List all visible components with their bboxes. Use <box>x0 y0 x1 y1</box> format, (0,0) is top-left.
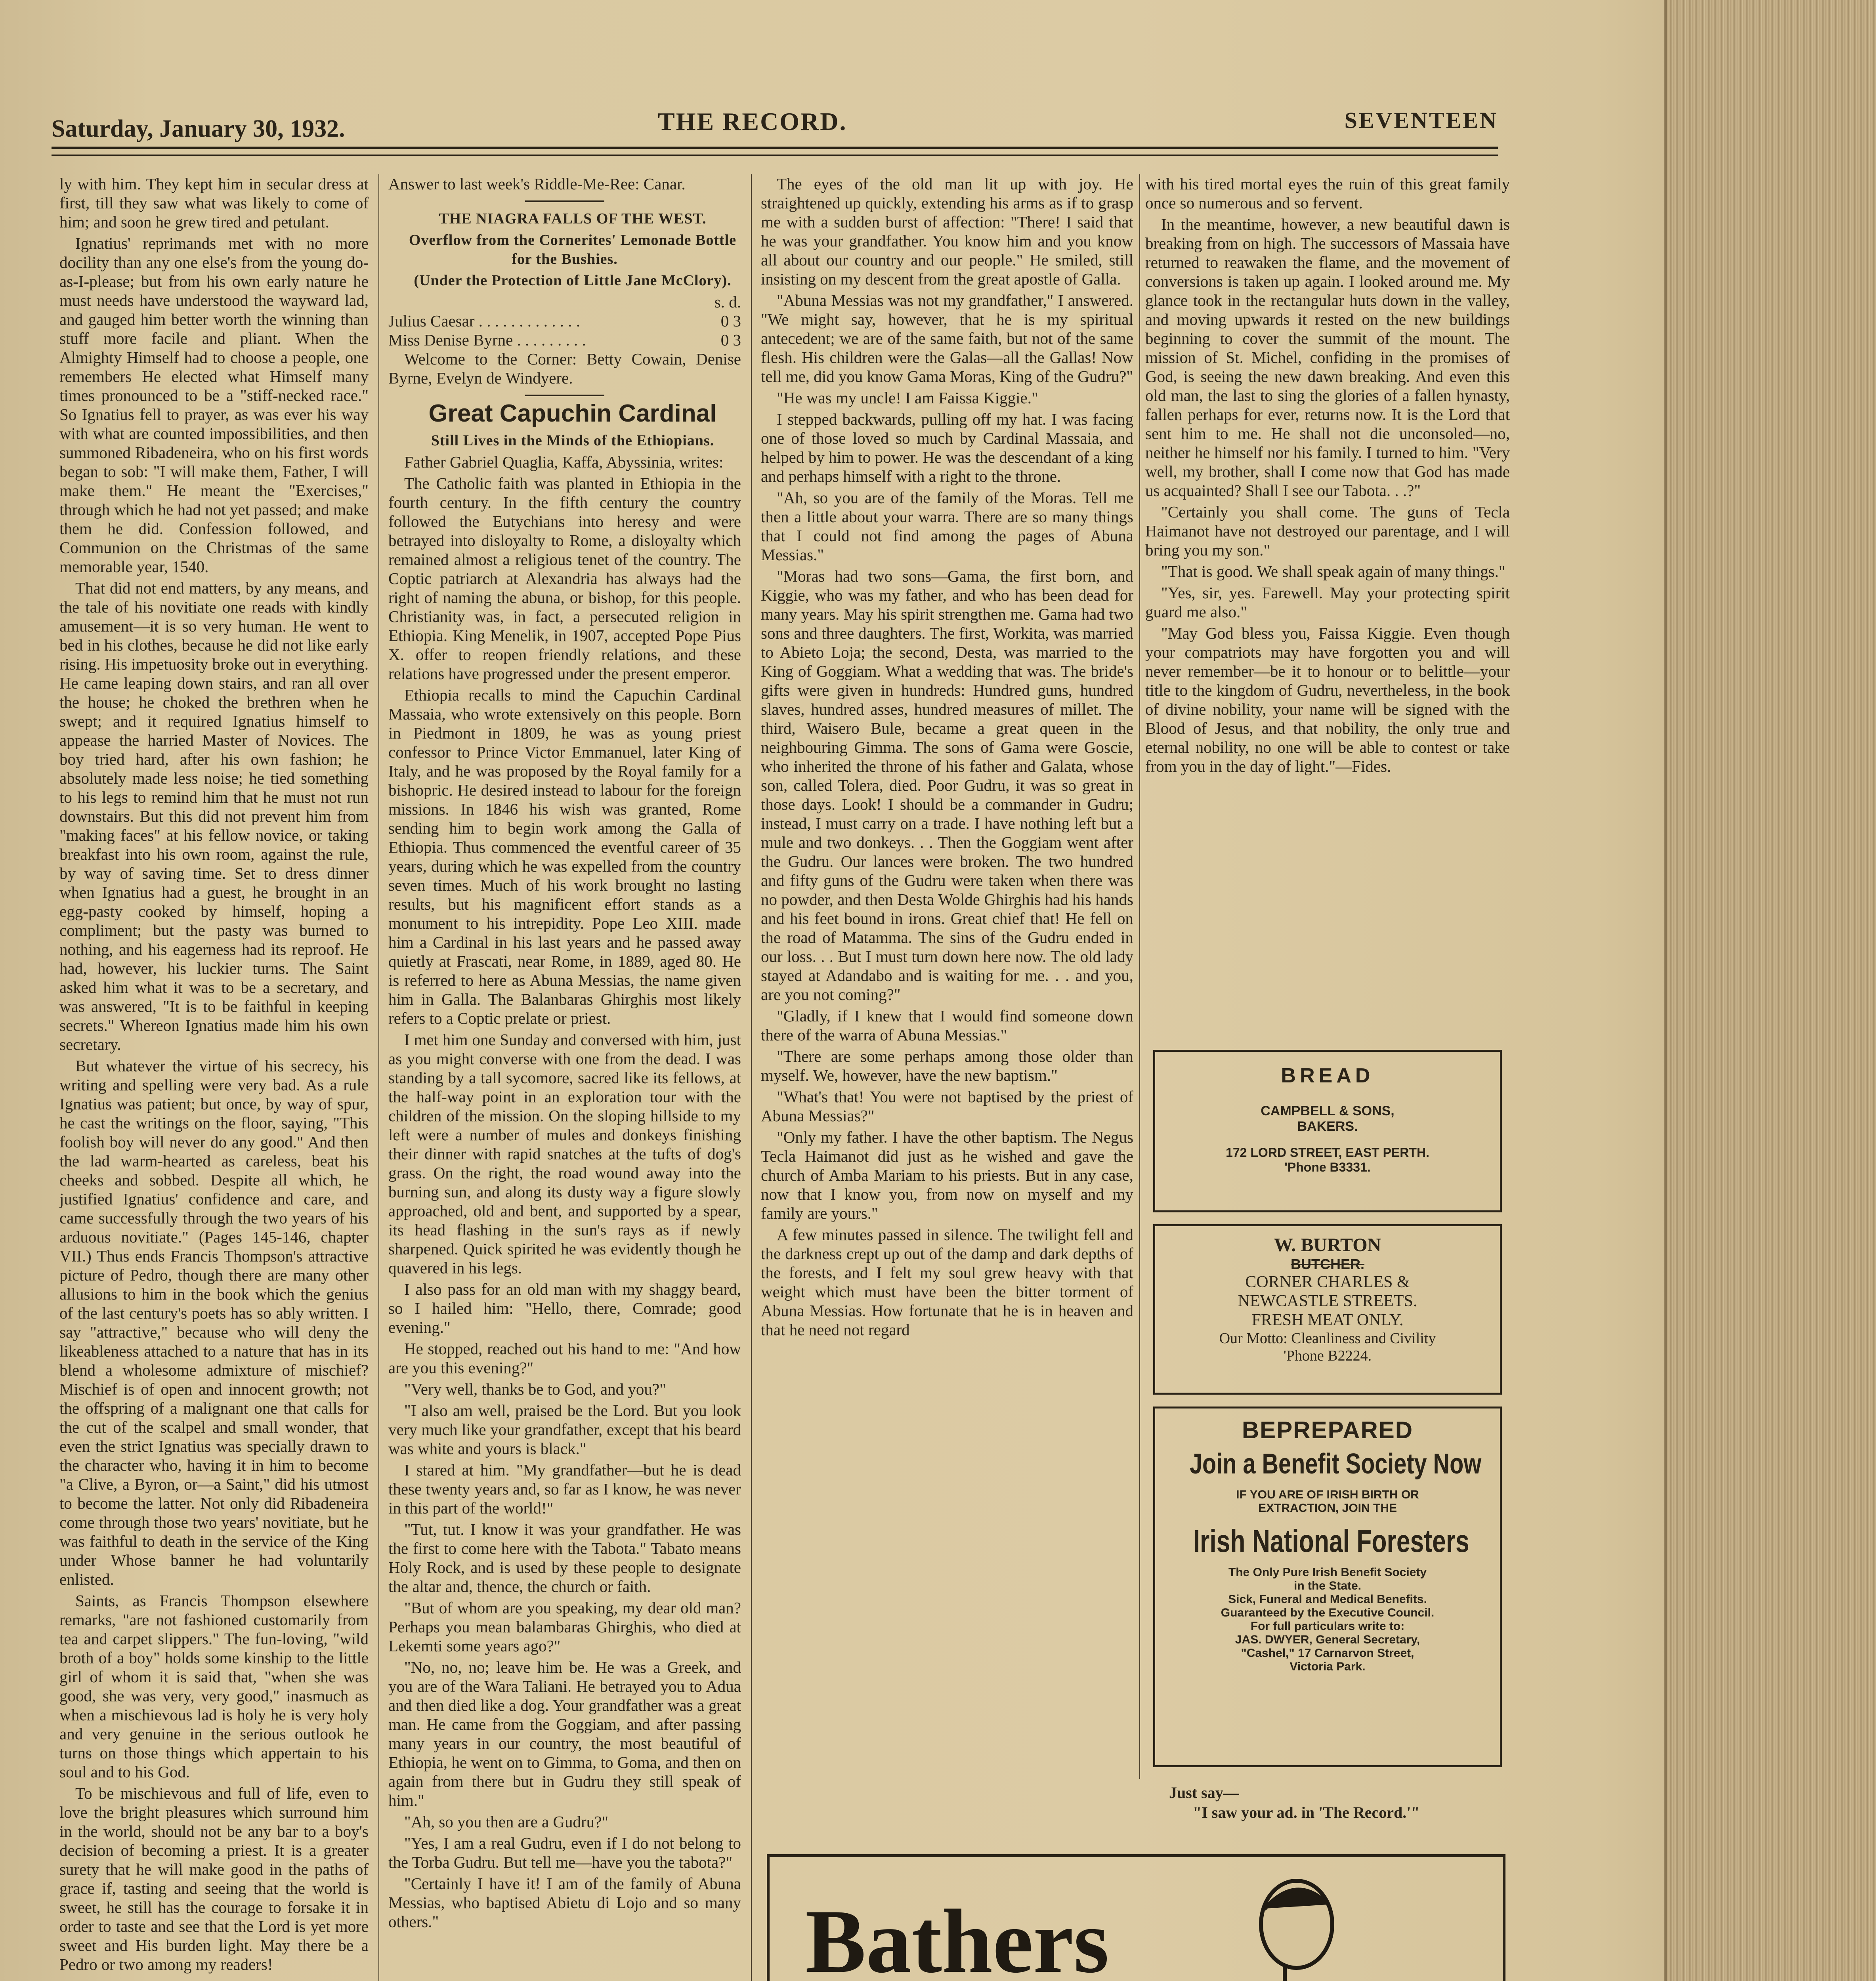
paragraph: Saints, as Francis Thompson elsewhere remarks, "are not fashioned customarily from tea and carpet slippers." The fun-loving, "wild broth of a boy" holds some kinship to the little girl of whom it is said that, "when she was good, she was very, very good," inasmuch as when a mischievous lad is holy he is very holy and very genuine in the serious outlook he turns on those things which appertain to his soul and to his God. <box>59 1592 369 1781</box>
paragraph: A few minutes passed in silence. The twilight fell and the darkness crept up out of the damp and dark depths of the forests, and I felt my soul grew heavy with that weight which must have been the bitter torment of Abuna Messias. How fortunate that he is in heaven and that he need not regard <box>761 1225 1133 1339</box>
ad-line: Join a Benefit Society Now <box>1190 1448 1482 1480</box>
paragraph: "Ah, so you then are a Gudru?" <box>404 1813 609 1831</box>
riddle-answer: Answer to last week's Riddle-Me-Ree: Canar. <box>388 175 686 193</box>
cogan-bros-advertisement <box>767 1854 1505 1981</box>
paragraph: Father Gabriel Quaglia, Kaffa, Abyssinia, writes: <box>404 453 724 471</box>
paragraph: "Tut, tut. I know it was your grandfather. He was the first to come here with the Tabota." Tabato means Holy Rock, and is used by these people to designate the altar and, thence, the church or faith. <box>388 1520 741 1595</box>
dues-name: Miss Denise Byrne . . . . . . . . . <box>388 331 586 349</box>
ad-line: CORNER CHARLES & <box>1245 1273 1410 1291</box>
paragraph: "Moras had two sons—Gama, the first born, and Kiggie, who was my father, and who has been dead for many years. May his spirit strengthen me. Gama had two sons and three daughters. The first, Workita, was married to Abieto Loja; the second, Desta, was married to the King of Goggiam. What a wedding that was. The bride's gifts were given in hundreds: Hundred guns, hundred slaves, hundred asses, hundred measures of millet. The third, Waisero Bule, became a great queen in the neighbouring Gimma. The sons of Gama were Goscie, who inherited the throne of his father and Galata, whose son, called Tolera, died. Poor Gudru, it was so great in those days. Look! I should be a commander in Gudru; instead, I must carry on a trade. I have nothing left but a mule and two donkeys. . . Then the Goggiam went after the Gudru. Our lances were broken. The two hundred and fifty guns of the Gudru were taken when there was no powder, and then Desta Wolde Ghirghis had his hands and his feet bound in irons. Great chief that! He fell on the road of Matamma. The sins of the Gudru ended in our loss. . . But I must turn down here now. The old lady stayed at Adandabo and is waiting for me. . . and you, are you not coming?" <box>761 567 1133 1004</box>
ad-line: For full particulars write to: <box>1250 1620 1405 1633</box>
paragraph: In the meantime, however, a new beautiful dawn is breaking from on high. The successors of Massaia have returned to reawaken the flame, and the movement of conversions is taken up again. I looked around me. My glance took in the rectangular huts down in the valley, and moving upwards it rested on the new buildings beginning to cover the summit of the mount. The mission of St. Michel, confiding in the promises of God, is seeing the new dawn breaking. And even this old man, the last to sing the glories of a fallen hynasty, fallen perhaps for ever, returns now. It is the Lord that sent him to me. He shall not die unconsoled—no, neither he himself nor his family. I turned to him. "Very well, my brother, shall I come now that God has made us acquainted? Shall I see our Tabota. . .?" <box>1145 215 1510 500</box>
column-3 <box>761 174 1133 1779</box>
column-rule <box>1139 174 1140 1779</box>
ad-title: BREAD <box>1281 1064 1374 1087</box>
bread-advertisement <box>1153 1050 1502 1212</box>
dues-name: Julius Caesar . . . . . . . . . . . . . <box>388 312 580 330</box>
paragraph: "Ah, so you are of the family of the Moras. Tell me then a little about your warra. There are so many things that I could not find among the pages of Abuna Messias." <box>761 489 1133 564</box>
ad-line: 172 LORD STREET, EAST PERTH. <box>1226 1145 1429 1160</box>
dues-header-row <box>388 292 741 311</box>
dues-amount: 0 3 <box>720 312 741 330</box>
masthead-rule <box>52 147 1498 156</box>
swimmer-illustration <box>1166 1865 1483 1981</box>
ad-line: FRESH MEAT ONLY. <box>1251 1311 1404 1329</box>
welcome-note: Welcome to the Corner: Betty Cowain, Denise Byrne, Evelyn de Windyere. <box>388 350 741 387</box>
paragraph: "Yes, I am a real Gudru, even if I do not belong to the Torba Gudru. But tell me—have you the tabota?" <box>388 1834 741 1871</box>
paragraph: Ignatius' reprimands met with no more docility than any one else's from the young do-as-I-please; but from his own early nature he must needs have understood the wayward lad, and gauged him better worth the winning than stuff more facile and pliant. When the Almighty Himself had to choose a people, one remembers He elected what Himself many times pronounced to be a "stiff-necked race." So Ignatius fell to prayer, as was ever his way with what are counted impossibilities, and then summoned Ribadeneira, who on his first words began to sob: "I will make them, Father, I will make them." He meant the "Exercises," through which he had not yet passed; and make them he did. Confession followed, and Communion on the Christmas of the same memorable year, 1540. <box>59 234 369 576</box>
paragraph: "May God bless you, Faissa Kiggie. Even though your compatriots may have forgotten you and will never remember—be it to honour or to belittle—your title to the kingdom of Gudru, nevertheless, in the book of divine nobility, your name will be signed with the Blood of Jesus, and that nobility, the only true and eternal nobility, no one will be able to contest or take from you in the day of light."—Fides. <box>1145 624 1510 775</box>
paragraph: I met him one Sunday and conversed with him, just as you might converse with one from the dead. I was standing by a tall sycomore, sacred like its fellows, at the half-way point in an exploration tour with the children of the mission. On the sloping hillside to my left were a number of mules and donkeys finishing their dinner with rapid snatches at the tufts of dog's grass. On the right, the road wound away into the burning sun, and along its dusty way a figure slowly approached, old and bent, and supported by a spear, its head flashing in the sun's rays as if newly sharpened. Quick spirited he was evidently though he quavered in his legs. <box>388 1031 741 1277</box>
dues-amount: 0 3 <box>720 331 741 349</box>
ad-line: IF YOU ARE OF IRISH BIRTH OR <box>1236 1488 1419 1501</box>
column-rule <box>378 174 379 1981</box>
paragraph: I stared at him. "My grandfather—but he is dead these twenty years and, so far as I know, he was never in this part of the world!" <box>388 1461 741 1517</box>
cardinal-headline: Great Capuchin Cardinal <box>428 400 717 427</box>
issue-date: Saturday, January 30, 1932. <box>52 115 345 142</box>
ad-line: Sick, Funeral and Medical Benefits. <box>1228 1593 1427 1606</box>
paragraph: ly with him. They kept him in secular dress at first, till they saw what was likely to come of him; and soon he grew tired and petulant. <box>59 175 369 231</box>
paragraph: "Certainly I have it! I am of the family of Abuna Messias, who baptised Abietu di Lojo and so many others." <box>388 1874 741 1931</box>
column-rule <box>751 174 752 1981</box>
paragraph: I also pass for an old man with my shaggy beard, so I hailed him: "Hello, there, Comrade; good evening." <box>388 1280 741 1336</box>
paragraph: But whatever the virtue of his secrecy, his writing and spelling were very bad. As a rule Ignatius was patient; but once, by way of spur, he cast the writings on the floor, saying, "This foolish boy will never do any good." And then the lad warm-hearted as careless, beat his cheeks and sobbed. Despite all which, he justified Ignatius' confidence and care, and came successfully through the two years of his arduous novitiate." (Pages 145-146, chapter VII.) Thus ends Francis Thompson's attractive picture of Pedro, though there are many other allusions to him in the book which the genius of the last century's poets has so ably written. I say "attractive," because who will deny the likeableness attached to a nature that has in its blend a wholesome admixture of mischief? Mischief is of open and innocent growth; not the offspring of a malignant one that calls for the cut of the scalpel and small wonder, that even the strict Ignatius was specially drawn to the character who, having it in him to become "a Clive, a Byron, or—a Saint," did his utmost to become the latter. Not only did Ribadeneira come through those two years' novitiate, but he was faithful to death in the service of the King under Whose banner he had voluntarily enlisted. <box>59 1057 369 1588</box>
ad-line: CAMPBELL & SONS, <box>1261 1103 1395 1118</box>
dues-unit-header: s. d. <box>714 293 741 311</box>
divider <box>525 200 604 202</box>
foresters-advertisement <box>1153 1407 1502 1767</box>
divider <box>525 395 604 396</box>
ad-line: NEWCASTLE STREETS. <box>1238 1292 1418 1310</box>
ad-line: 'Phone B2224. <box>1283 1347 1372 1364</box>
ad-line: BAKERS. <box>1297 1119 1358 1134</box>
page-number: SEVENTEEN <box>1344 107 1498 133</box>
ad-line: Victoria Park. <box>1290 1660 1366 1673</box>
paragraph: "Gladly, if I knew that I would find someone down there of the warra of Abuna Messias." <box>761 1007 1133 1044</box>
cardinal-subheadline: Still Lives in the Minds of the Ethiopians. <box>431 432 714 449</box>
niagara-subheading: Overflow from the Cornerites' Lemonade Bottle for the Bushies. <box>409 232 737 267</box>
ad-line: JAS. DWYER, General Secretary, <box>1235 1633 1420 1646</box>
column-2 <box>388 174 741 1981</box>
book-page-edges <box>1664 0 1876 1981</box>
paragraph: "I also am well, praised be the Lord. But you look very much like your grandfather, except that his beard was white and yours is black." <box>388 1401 741 1458</box>
paper-title: THE RECORD. <box>658 107 847 136</box>
paragraph: "Very well, thanks be to God, and you?" <box>404 1380 666 1398</box>
paragraph: "What's that! You were not baptised by the priest of Abuna Messias?" <box>761 1088 1133 1125</box>
butcher-advertisement <box>1153 1224 1502 1395</box>
ad-line: Irish National Foresters <box>1193 1523 1469 1559</box>
paragraph: "No, no, no; leave him be. He was a Greek, and you are of the Wara Taliani. He betrayed you to Adua and then died like a dog. Your grandfather was a great man. He came from the Goggiam, and after passing many years in our country, the most beautiful of Ethiopia, he went on to Gimma, to Goma, and then on again from there but in Gudru they still speak of him." <box>388 1658 741 1809</box>
paragraph: "Abuna Messias was not my grandfather," I answered. "We might say, however, that he is my spiritual antecedent; we are of the same faith, but not of the same flesh. His children were the Galas—all the Gallas! Now tell me, did you know Gama Moras, King of the Gudru?" <box>761 291 1133 386</box>
ad-line: "Cashel," 17 Carnarvon Street, <box>1241 1647 1414 1660</box>
ad-title: W. BURTON <box>1274 1235 1381 1256</box>
paragraph: He stopped, reached out his hand to me: "And how are you this evening?" <box>388 1340 741 1377</box>
paragraph: Ethiopia recalls to mind the Capuchin Cardinal Massaia, who wrote extensively on this people. Born in Piedmont in 1809, he was as young priest confessor to Prince Victor Emmanuel, later King of Italy, and he was proposed by the Royal family for a bishopric. He desired instead to labour for the foreign missions. In 1846 his wish was granted, Rome sending him to begin work among the Galla of Ethiopia. Thus commenced the eventful career of 35 years, during which he was expelled from the country seven times. Much of his work brought no lasting results, but his magnificent effort stands as a monument to his intrepidity. Pope Leo XIII. made him a Cardinal in his last years and he passed away quietly at Frascati, near Rome, in 1889, aged 80. He is referred to here as Abuna Messias, the name given him in Galla. The Balanbaras Ghirghis most likely refers to a Coptic prelate or priest. <box>388 686 741 1027</box>
ad-line: BEPREPARED <box>1242 1417 1414 1443</box>
ad-line: Guaranteed by the Executive Council. <box>1221 1606 1435 1619</box>
just-say-line: "I saw your ad. in 'The Record.'" <box>1193 1804 1420 1821</box>
just-say-line: Just say— <box>1169 1784 1239 1802</box>
paragraph: "There are some perhaps among those older than myself. We, however, have the new baptism." <box>761 1047 1133 1084</box>
ad-line: The Only Pure Irish Benefit Society <box>1228 1566 1427 1579</box>
dues-row <box>388 330 741 349</box>
ad-line: BUTCHER. <box>1291 1256 1364 1272</box>
paragraph: That did not end matters, by any means, and the tale of his novitiate one reads with kindly amusement—it is so very human. He went to bed in his clothes, because he did not like early rising. His impetuosity broke out in everything. He came leaping down stairs, and ran all over the house; he choked the brethren when he swept; and it required Ignatius himself to appease the harried Master of Novices. The boy tried hard, after his own fashion; he absolutely made less noise; he tied something to his legs to remind him that he must not run downstairs. But this did not prevent him from "making faces" at his fellow novice, or taking breakfast into his own room, against the rule, by way of saving time. Set to dress dinner when Ignatius had a guest, he brought in an egg-pasty cooked by himself, hoping a compliment; but the pasty was burned to nothing, and his eagerness had its reproof. He had, however, his luckier turns. The Saint asked him what it was to be a secretary, and was answered, "It is to be faithful in keeping secrets." Whereon Ignatius made him his own secretary. <box>59 579 369 1053</box>
dues-row <box>388 311 741 330</box>
paragraph: "That is good. We shall speak again of many things." <box>1161 562 1505 580</box>
ad-line: EXTRACTION, JOIN THE <box>1258 1502 1397 1515</box>
paragraph: I stepped backwards, pulling off my hat. I was facing one of those loved so much by Cardinal Massaia, and helped by him to power. He was the descendant of a king and perhaps himself with a right to the throne. <box>761 410 1133 485</box>
ad-headline: Bathers <box>805 1891 1109 1981</box>
column-1 <box>59 174 369 1981</box>
paragraph: The Catholic faith was planted in Ethiopia in the fourth century. In the fifth century the country followed the Eutychians into heresy and were betrayed into disloyalty to Rome, a disloyalty which remained almost a religious tenet of the country. The Coptic patriarch at Alexandria has always had the right of naming the abuna, or bishop, for this people. Christianity was, in fact, a persecuted religion in Ethiopia. King Menelik, in 1907, accepted Pope Pius X. offer to reopen friendly relations, and these relations have progressed under the present emperor. <box>388 474 741 683</box>
just-say-note <box>1169 1783 1420 1823</box>
paragraph: The eyes of the old man lit up with joy. He straightened up quickly, extending his arms as if to grasp me with a sudden burst of affection: "There! I said that he was your grandfather. You know him and you know all about our country and our people." He smiled, still insisting on my descent from the great apostle of Galla. <box>761 175 1133 288</box>
niagara-heading: THE NIAGRA FALLS OF THE WEST. <box>439 210 707 227</box>
paragraph: "He was my uncle! I am Faissa Kiggie." <box>777 389 1038 407</box>
paragraph: To be mischievous and full of life, even to love the bright pleasures which surround him in the world, should not be any bar to a boy's decision of becoming a priest. It is a greater surety that he will make good in the paths of grace if, tasting and seeing that the world is sweet, he still has the courage to forsake it in order to taste and see that the Lord is yet more sweet and His burden light. May there be a Pedro or two among my readers! <box>59 1784 369 1973</box>
paragraph: "Only my father. I have the other baptism. The Negus Tecla Haimanot did just as he wished and gave the church of Amba Mariam to his priests. But in any case, now that I know you, from now on myself and my family are yours." <box>761 1128 1133 1222</box>
ad-line: Our Motto: Cleanliness and Civility <box>1219 1330 1436 1347</box>
paragraph: "Certainly you shall come. The guns of Tecla Haimanot have not destroyed our parentage, and I will bring you my son." <box>1145 503 1510 559</box>
column-4 <box>1145 174 1510 1197</box>
paragraph: "But of whom are you speaking, my dear old man? Perhaps you mean balambaras Ghirghis, who died at Lekemti some years ago?" <box>388 1599 741 1655</box>
ad-line: 'Phone B3331. <box>1284 1160 1371 1174</box>
niagara-protection: (Under the Protection of Little Jane McClory). <box>414 272 732 289</box>
paragraph: with his tired mortal eyes the ruin of this great family once so numerous and so fervent. <box>1145 175 1510 212</box>
ad-line: in the State. <box>1293 1579 1362 1592</box>
paragraph: "Yes, sir, yes. Farewell. May your protecting spirit guard me also." <box>1145 584 1510 621</box>
